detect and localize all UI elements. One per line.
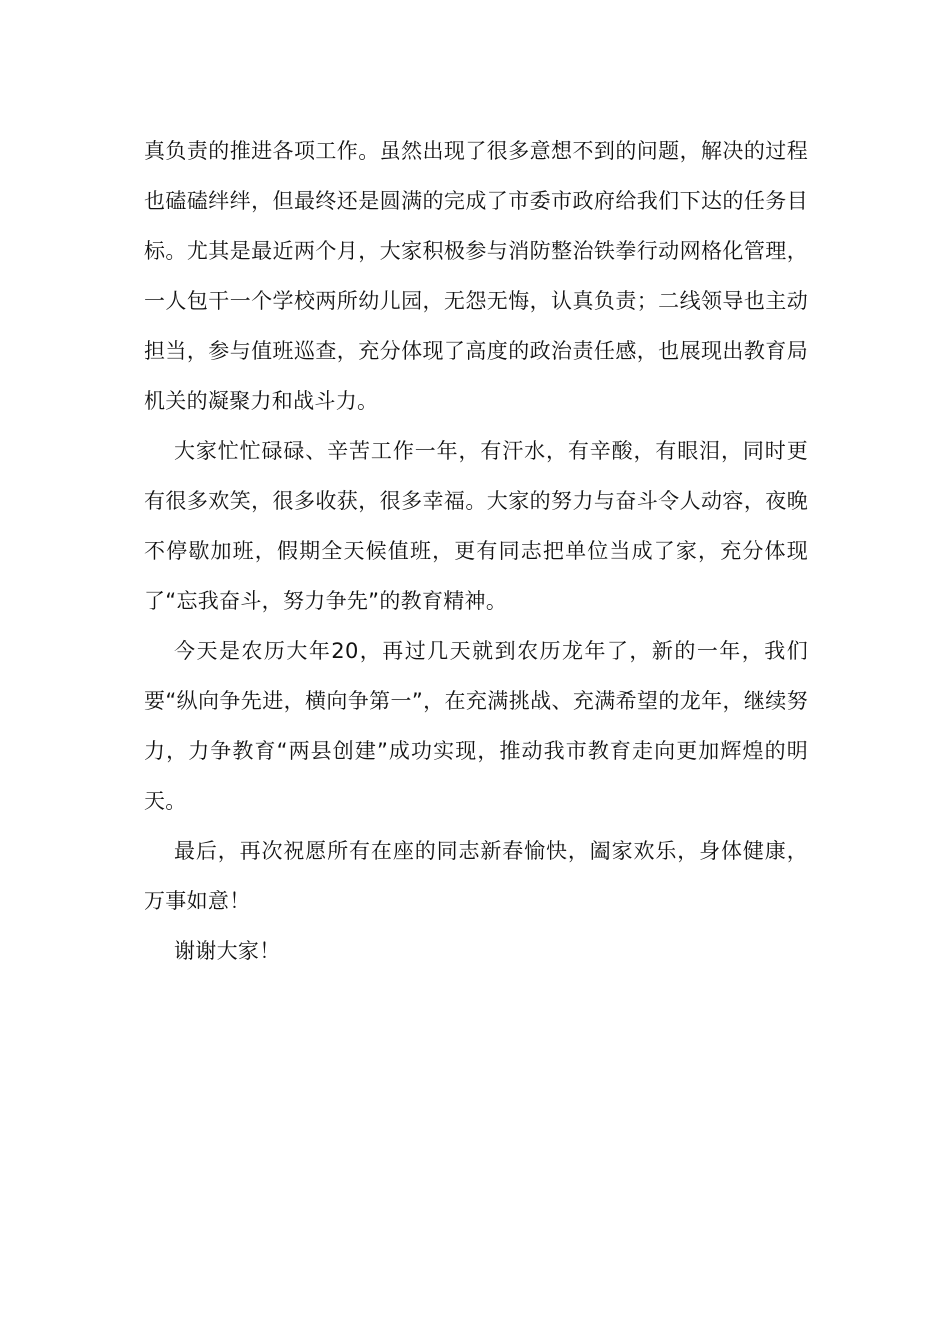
paragraph-wishes: 最后，再次祝愿所有在座的同志新春愉快，阖家欢乐，身体健康，万事如意！ bbox=[144, 839, 808, 913]
paragraph-new-year: 今天是农历大年20，再过几天就到农历龙年了，新的一年，我们要“纵向争先进，横向争第一”，在充满挑战、充满希望的龙年，继续努力，力争教育“两县创建”成功实现，推动我市教育走向更加辉煌的明天。 bbox=[144, 639, 808, 813]
document-body bbox=[144, 126, 808, 976]
paragraph-continuation: 真负责的推进各项工作。虽然出现了很多意想不到的问题，解决的过程也磕磕绊绊，但最终还是圆满的完成了市委市政府给我们下达的任务目标。尤其是最近两个月，大家积极参与消防整治铁拳行动网格化管理，一人包干一个学校两所幼儿园，无怨无悔，认真负责；二线领导也主动担当，参与值班巡查，充分体现了高度的政治责任感，也展现出教育局机关的凝聚力和战斗力。 bbox=[144, 139, 808, 413]
paragraph-hard-work: 大家忙忙碌碌、辛苦工作一年，有汗水，有辛酸，有眼泪，同时更有很多欢笑，很多收获，很多幸福。大家的努力与奋斗令人动容，夜晚不停歇加班，假期全天候值班，更有同志把单位当成了家，充分体现了“忘我奋斗，努力争先”的教育精神。 bbox=[144, 439, 808, 613]
paragraph-thanks: 谢谢大家！ bbox=[174, 939, 281, 963]
